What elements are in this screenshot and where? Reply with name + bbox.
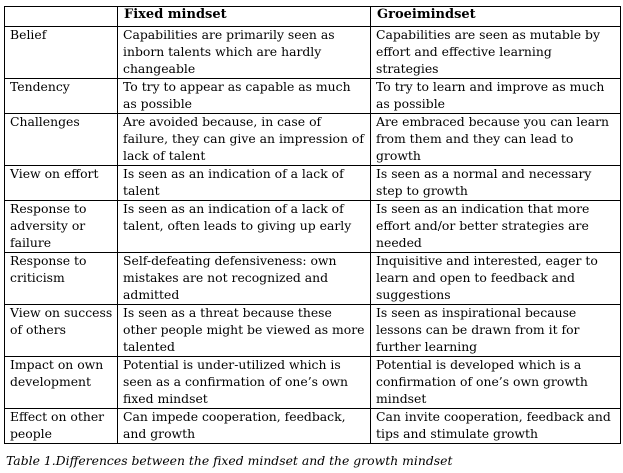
row-label: Tendency — [5, 79, 118, 114]
growth-mindset-cell: Potential is developed which is a confirmation of one’s own growth mindset — [371, 357, 621, 409]
table-row — [5, 201, 621, 253]
row-label: View on success of others — [5, 305, 118, 357]
growth-mindset-cell: Are embraced because you can learn from them and they can lead to growth — [371, 114, 621, 166]
fixed-mindset-cell: Potential is under-utilized which is seen as a confirmation of one’s own fixed mindset — [118, 357, 371, 409]
row-label: Effect on other people — [5, 409, 118, 444]
table-body — [5, 27, 621, 444]
growth-mindset-cell: To try to learn and improve as much as possible — [371, 79, 621, 114]
fixed-mindset-cell: Are avoided because, in case of failure, they can give an impression of lack of talent — [118, 114, 371, 166]
growth-mindset-cell: Is seen as an indication that more effort and/or better strategies are needed — [371, 201, 621, 253]
fixed-mindset-cell: Self-defeating defensiveness: own mistakes are not recognized and admitted — [118, 253, 371, 305]
row-label: Challenges — [5, 114, 118, 166]
table-row — [5, 357, 621, 409]
table-row — [5, 253, 621, 305]
table-row — [5, 79, 621, 114]
table-row — [5, 114, 621, 166]
row-label: Response to criticism — [5, 253, 118, 305]
fixed-mindset-cell: Is seen as an indication of a lack of talent — [118, 166, 371, 201]
header-empty-cell — [5, 7, 118, 27]
growth-mindset-cell: Is seen as inspirational because lessons can be drawn from it for further learning — [371, 305, 621, 357]
table-row — [5, 27, 621, 79]
header-fixed-mindset: Fixed mindset — [118, 7, 371, 27]
row-label: Impact on own development — [5, 357, 118, 409]
fixed-mindset-cell: Is seen as an indication of a lack of talent, often leads to giving up early — [118, 201, 371, 253]
growth-mindset-cell: Capabilities are seen as mutable by effort and effective learning strategies — [371, 27, 621, 79]
growth-mindset-cell: Inquisitive and interested, eager to learn and open to feedback and suggestions — [371, 253, 621, 305]
mindset-comparison-table — [4, 6, 621, 444]
fixed-mindset-cell: To try to appear as capable as much as possible — [118, 79, 371, 114]
fixed-mindset-cell: Capabilities are primarily seen as inborn talents which are hardly changeable — [118, 27, 371, 79]
table-header-row — [5, 7, 621, 27]
table-row — [5, 409, 621, 444]
fixed-mindset-cell: Can impede cooperation, feedback, and growth — [118, 409, 371, 444]
table-row — [5, 305, 621, 357]
fixed-mindset-cell: Is seen as a threat because these other people might be viewed as more talented — [118, 305, 371, 357]
growth-mindset-cell: Can invite cooperation, feedback and tips and stimulate growth — [371, 409, 621, 444]
header-growth-mindset: Groeimindset — [371, 7, 621, 27]
row-label: Response to adversity or failure — [5, 201, 118, 253]
growth-mindset-cell: Is seen as a normal and necessary step to growth — [371, 166, 621, 201]
row-label: View on effort — [5, 166, 118, 201]
table-row — [5, 166, 621, 201]
table-caption: Table 1.Differences between the fixed mindset and the growth mindset — [6, 453, 453, 468]
row-label: Belief — [5, 27, 118, 79]
